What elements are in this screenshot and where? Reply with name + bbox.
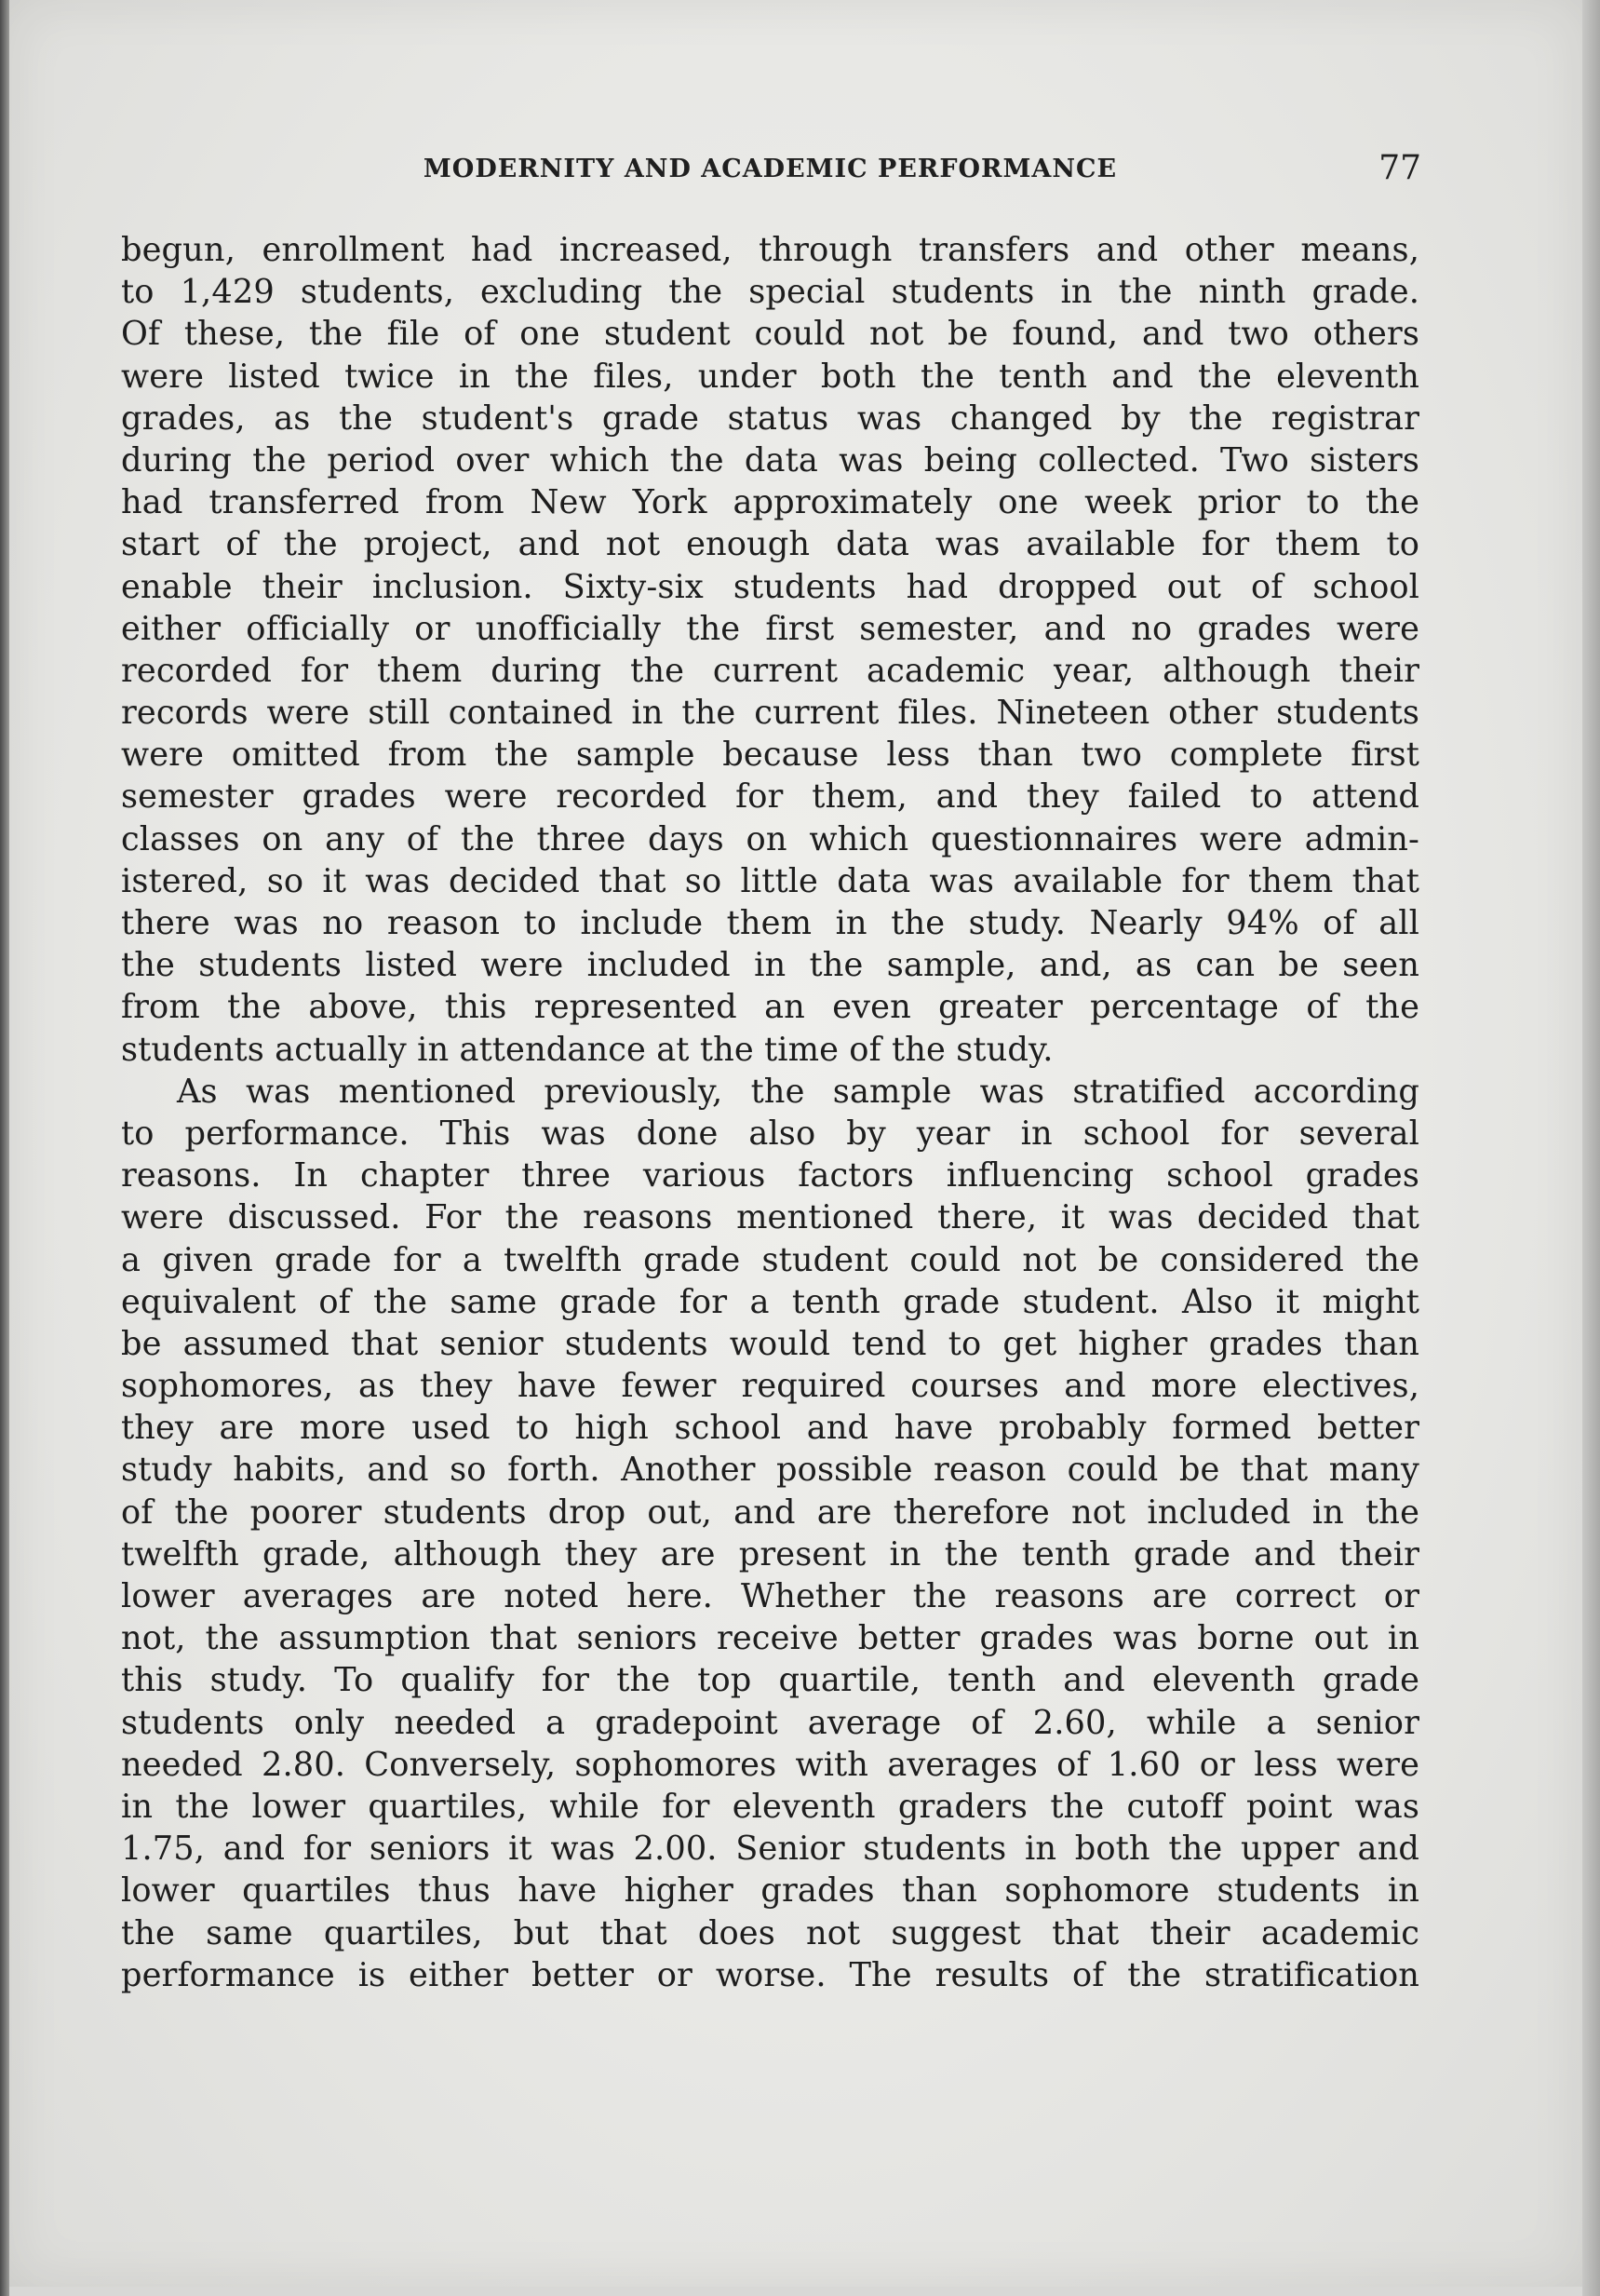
text-line: sophomores, as they have fewer required courses and more electives,	[121, 1367, 1419, 1406]
text-line: istered, so it was decided that so little data was available for them that	[121, 861, 1419, 900]
text-line: needed 2.80. Conversely, sophomores with averages of 1.60 or less were	[121, 1745, 1419, 1784]
book-page	[9, 0, 1582, 2287]
text-line: begun, enrollment had increased, through transfers and other means,	[121, 231, 1419, 269]
text-line: Of these, the file of one student could not be found, and two others	[121, 315, 1419, 354]
text-line: lower quartiles thus have higher grades than sophomore students in	[121, 1871, 1419, 1911]
text-line: were omitted from the sample because less than two complete first	[121, 736, 1419, 775]
text-line: enable their inclusion. Sixty-six students had dropped out of school	[121, 567, 1419, 606]
text-line: students actually in attendance at the time of the study.	[121, 1030, 1054, 1069]
page-right-edge	[1582, 0, 1600, 2296]
text-line: study habits, and so forth. Another possible reason could be that many	[121, 1451, 1419, 1490]
text-line: records were still contained in the current files. Nineteen other students	[121, 694, 1419, 733]
text-line: this study. To qualify for the top quartile, tenth and eleventh grade	[121, 1661, 1419, 1700]
text-line: the same quartiles, but that does not suggest that their academic	[121, 1913, 1419, 1952]
text-line: were discussed. For the reasons mentioned there, it was decided that	[121, 1198, 1419, 1237]
text-line: had transferred from New York approximately one week prior to the	[121, 483, 1419, 522]
text-line: classes on any of the three days on which questionnaires were admin-	[121, 819, 1419, 858]
page-left-edge-shadow	[0, 0, 9, 2296]
text-line: be assumed that senior students would tend to get higher grades than	[121, 1324, 1419, 1363]
running-head	[121, 149, 1419, 190]
text-line: students only needed a gradepoint average of 2.60, while a senior	[121, 1703, 1419, 1742]
text-line: either officially or unofficially the first semester, and no grades were	[121, 609, 1419, 648]
text-line: reasons. In chapter three various factors influencing school grades	[121, 1156, 1419, 1195]
text-line: 1.75, and for seniors it was 2.00. Senior students in both the upper and	[121, 1830, 1419, 1869]
text-line: grades, as the student's grade status was changed by the registrar	[121, 398, 1419, 438]
text-line: performance is either better or worse. The results of the stratification	[121, 1955, 1419, 1994]
text-line: to performance. This was done also by year in school for several	[121, 1114, 1419, 1153]
text-line: As was mentioned previously, the sample was stratified according	[177, 1072, 1419, 1111]
text-line: were listed twice in the files, under both the tenth and the eleventh	[121, 357, 1419, 396]
running-title: MODERNITY AND ACADEMIC PERFORMANCE	[423, 155, 1118, 183]
text-line: twelfth grade, although they are present in the tenth grade and their	[121, 1534, 1419, 1573]
text-line: to 1,429 students, excluding the special students in the ninth grade.	[121, 273, 1419, 312]
text-line: they are more used to high school and have probably formed better	[121, 1409, 1419, 1448]
text-line: of the poorer students drop out, and are therefore not included in the	[121, 1492, 1419, 1532]
text-line: start of the project, and not enough data was available for them to	[121, 525, 1419, 564]
text-line: not, the assumption that seniors receive better grades was borne out in	[121, 1619, 1419, 1658]
text-line: a given grade for a twelfth grade student could not be considered the	[121, 1240, 1419, 1279]
body-text	[121, 229, 1419, 1996]
text-line: the students listed were included in the sample, and, as can be seen	[121, 946, 1419, 985]
text-line: recorded for them during the current academic year, although their	[121, 651, 1419, 690]
text-line: there was no reason to include them in the study. Nearly 94% of all	[121, 904, 1419, 942]
text-line: lower averages are noted here. Whether the reasons are correct or	[121, 1577, 1419, 1615]
text-line: semester grades were recorded for them, and they failed to attend	[121, 777, 1419, 817]
text-line: during the period over which the data was being collected. Two sisters	[121, 440, 1419, 479]
page-number: 77	[1378, 149, 1421, 187]
text-line: from the above, this represented an even greater percentage of the	[121, 988, 1419, 1027]
text-line: in the lower quartiles, while for eleventh graders the cutoff point was	[121, 1787, 1419, 1826]
text-line: equivalent of the same grade for a tenth grade student. Also it might	[121, 1282, 1419, 1321]
